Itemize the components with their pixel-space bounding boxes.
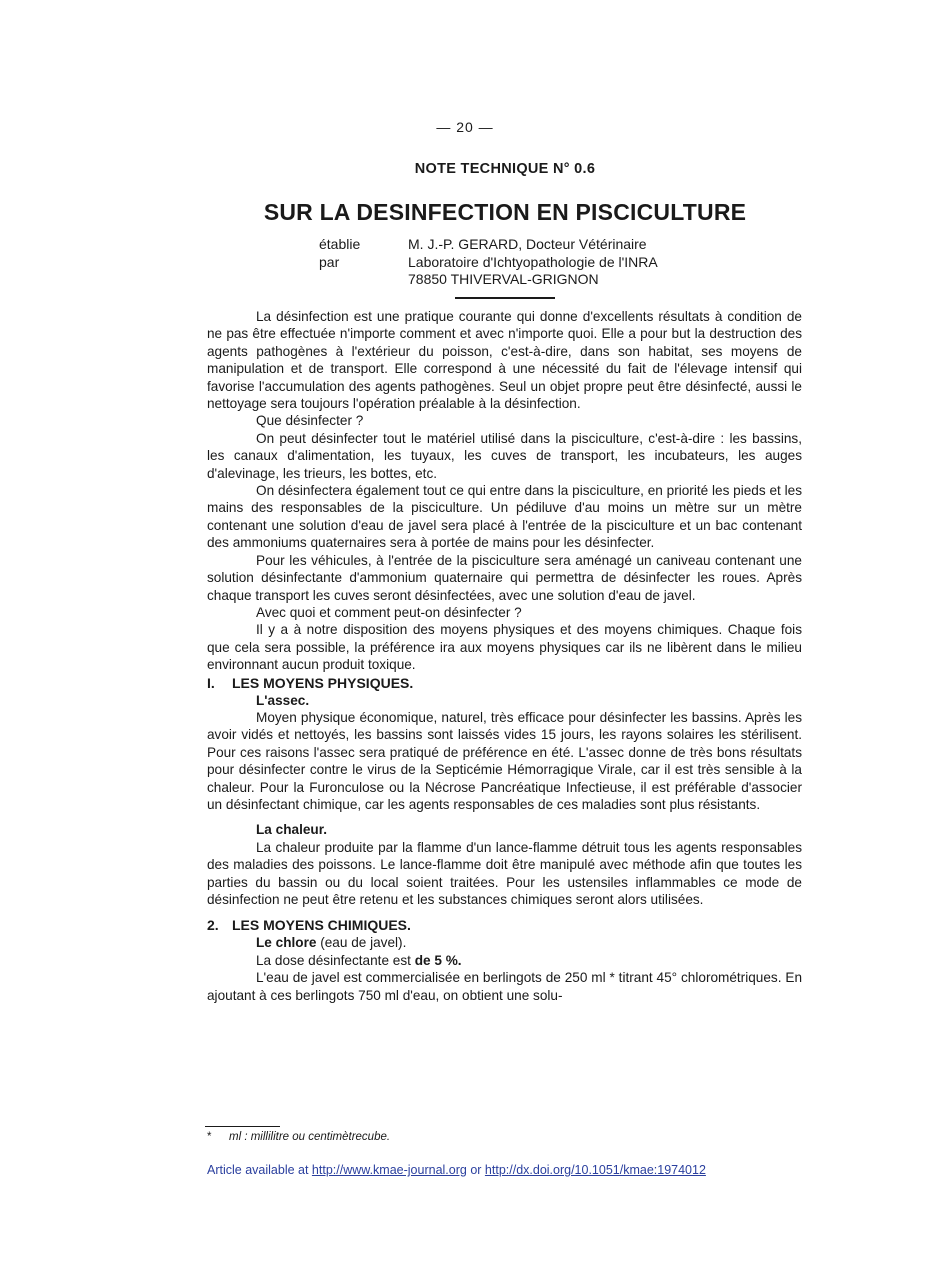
paragraph: Avec quoi et comment peut-on désinfecter ? — [256, 604, 522, 620]
dose-value: de 5 %. — [414, 952, 462, 968]
article-prefix: Article available at — [207, 1163, 312, 1177]
section-title: LES MOYENS CHIMIQUES. — [232, 917, 411, 934]
paragraph: Il y a à notre disposition des moyens physiques et des moyens chimiques. Chaque fois que cela sera possible, la préférence ira aux moyens physiques car ils ne libèrent dans le milieu environnant aucun produit toxique. — [207, 622, 802, 673]
section-title: LES MOYENS PHYSIQUES. — [232, 674, 414, 691]
journal-link[interactable]: http://www.kmae-journal.org — [311, 1163, 467, 1177]
body-text — [207, 308, 802, 1004]
section-heading — [207, 916, 802, 934]
document-title: SUR LA DESINFECTION EN PISCICULTURE — [263, 199, 747, 225]
subsection-heading: La chaleur. — [256, 822, 328, 838]
paragraph: On désinfectera également tout ce qui entre dans la pisciculture, en priorité les pieds et les mains des responsables de la pisciculture. Un pédiluve d'au moins un mètre sur un mètre contenant une solution d'eau de javel sera placé à l'entrée de la pisciculture et un bac contenant des ammoniums quaternaires sera à portée de mains pour les désinfecter. — [207, 483, 802, 551]
paragraph: L'eau de javel est commercialisée en berlingots de 250 ml * titrant 45° chlorométriques. En ajoutant à ces berlingots 750 ml d'eau, on obtient une solu- — [207, 970, 802, 1003]
paragraph: Que désinfecter ? — [256, 413, 364, 429]
paragraph: La désinfection est une pratique courante qui donne d'excellents résultats à condition de ne pas être effectuée n'importe comment et avec n'importe quoi. Elle a pour but la destruction des agents pathogènes à l'extérieur du poisson, c'est-à-dire, dans son habitat, ses moyens de manipulation et de transport. Elle correspond à une nécessité du fait de l'élevage intensif qui favorise l'accumulation des agents pathogènes. Seul un objet propre peut être désinfecté, aussi le nettoyage sera toujours l'opération préalable à la désinfection. — [207, 309, 802, 412]
subsection-note: (eau de javel). — [316, 935, 407, 951]
subsection-heading: L'assec. — [256, 692, 310, 708]
dose-line — [207, 952, 802, 969]
dose-text: La dose désinfectante est — [256, 952, 415, 968]
subsection-heading: Le chlore — [256, 935, 317, 951]
paragraph: Moyen physique économique, naturel, très efficace pour désinfecter les bassins. Après les avoir vidés et nettoyés, les bassins sont laissés vides 15 jours, les rayons solaires les stérilisent. Pour ces raisons l'assec sera pratiqué de préférence en été. L'assec donne de très bons résultats pour désinfecter contre le virus de la Septicémie Hémorragique Virale, car il est très sensible à la chaleur. Pour la Furonculose ou la Nécrose Pancréatique Infectieuse, il est préférable d'associer un désinfectant chimique, car les agents responsables de ces maladies sont plus résistants. — [207, 709, 802, 812]
subsection-line — [207, 934, 802, 951]
page-number: — 20 — — [436, 119, 494, 135]
byline-label: établie par — [319, 236, 361, 270]
section-number: 2. — [207, 917, 219, 934]
affiliation — [408, 236, 658, 289]
doi-link[interactable]: http://dx.doi.org/10.1051/kmae:1974012 — [484, 1163, 706, 1177]
lab-name: Laboratoire d'Ichtyopathologie de l'INRA — [408, 253, 658, 270]
paragraph: La chaleur produite par la flamme d'un lance-flamme détruit tous les agents responsables des maladies des poissons. Le lance-flamme doit être manipulé avec méthode afin que toutes les parties du bassin ou du local soient traitées. Pour les ustensiles inflammables ce mode de désinfection ne peut être retenu et les substances chimiques seront alors utilisées. — [207, 839, 802, 907]
title-divider — [455, 297, 555, 299]
section-heading — [207, 674, 802, 692]
article-availability — [207, 1163, 706, 1177]
lab-address: 78850 THIVERVAL-GRIGNON — [408, 271, 599, 287]
paragraph: On peut désinfecter tout le matériel utilisé dans la pisciculture, c'est-à-dire : les bassins, les canaux d'alimentation, les tuyaux, les cuves de transport, les incubateurs, les auges d'alevinage, les trieurs, les bottes, etc. — [207, 430, 802, 481]
paragraph: Pour les véhicules, à l'entrée de la pisciculture sera aménagé un caniveau contenant une solution désinfectante d'ammonium quaternaire qui permettra de désinfecter les roues. Après chaque transport les cuves seront désinfectées, avec une solution d'eau de javel. — [207, 552, 802, 603]
footnote — [207, 1131, 390, 1143]
note-heading: NOTE TECHNIQUE N° 0.6 — [414, 161, 596, 177]
article-mid: or — [466, 1163, 485, 1177]
footnote-marker: * — [207, 1131, 212, 1143]
author-name: M. J.-P. GERARD, Docteur Vétérinaire — [408, 236, 647, 252]
section-number: I. — [207, 674, 215, 691]
footnote-text: ml : millilitre ou centimètrecube. — [229, 1131, 391, 1143]
footnote-divider — [205, 1126, 280, 1127]
